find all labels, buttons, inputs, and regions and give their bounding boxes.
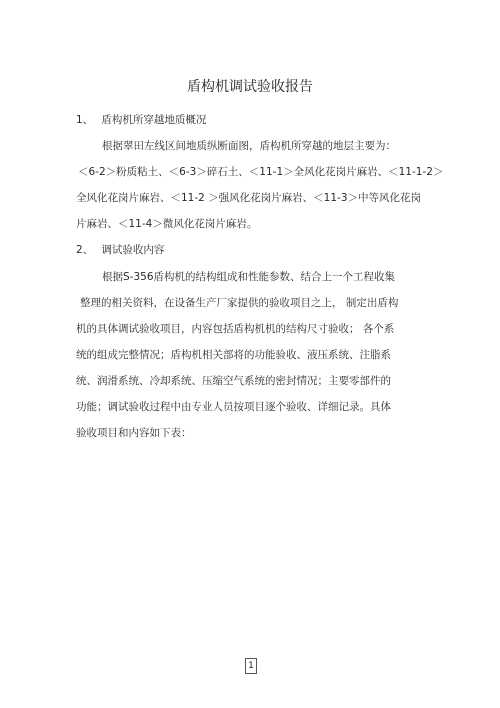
section-2-line-1: 根据S-356盾构机的结构组成和性能参数、结合上一个工程收集 bbox=[102, 271, 395, 283]
section-2-line-5: 统、润滑系统、冷却系统、压缩空气系统的密封情况；主要零部件的 bbox=[76, 375, 391, 387]
section-2-line-3: 机的具体调试验收项目，内容包括盾构机机的结构尺寸验收； 各个系 bbox=[76, 323, 395, 335]
section-2-number: 2、 bbox=[76, 244, 94, 256]
section-2-line-7: 验收项目和内容如下表： bbox=[76, 427, 192, 439]
section-2-line-4: 统的组成完整情况；盾构机相关部将的功能验收、液压系统、注脂系 bbox=[76, 349, 391, 361]
section-1-line-1: 根据翠田左线区间地质纵断面图，盾构机所穿越的地层主要为： bbox=[102, 140, 396, 152]
section-2-heading bbox=[76, 242, 164, 257]
section-1-number: 1、 bbox=[76, 114, 94, 126]
section-1-heading bbox=[76, 112, 206, 127]
section-1-line-3: 全风化花岗片麻岩、＜11-2 ＞强风化花岗片麻岩、＜11-3＞中等风化花岗 bbox=[76, 192, 421, 204]
page-number: 1 bbox=[245, 658, 257, 674]
section-1-line-4: 片麻岩、＜11-4＞微风化花岗片麻岩。 bbox=[76, 218, 258, 230]
section-2-title: 调试验收内容 bbox=[101, 244, 165, 256]
section-1-title: 盾构机所穿越地质概况 bbox=[101, 114, 207, 126]
document-title: 盾构机调试验收报告 bbox=[187, 79, 313, 95]
section-1-line-2: ＜6-2＞粉质粘土、＜6-3＞碎石土、＜11-1＞全风化花岗片麻岩、＜11-1-2＞ bbox=[78, 166, 444, 178]
section-2-line-6: 功能；调试验收过程中由专业人员按项目逐个验收、详细记录。具体 bbox=[76, 401, 391, 413]
section-2-line-2: 整理的相关资料，在设备生产厂家提供的验收项目之上， 制定出盾构 bbox=[80, 297, 399, 309]
